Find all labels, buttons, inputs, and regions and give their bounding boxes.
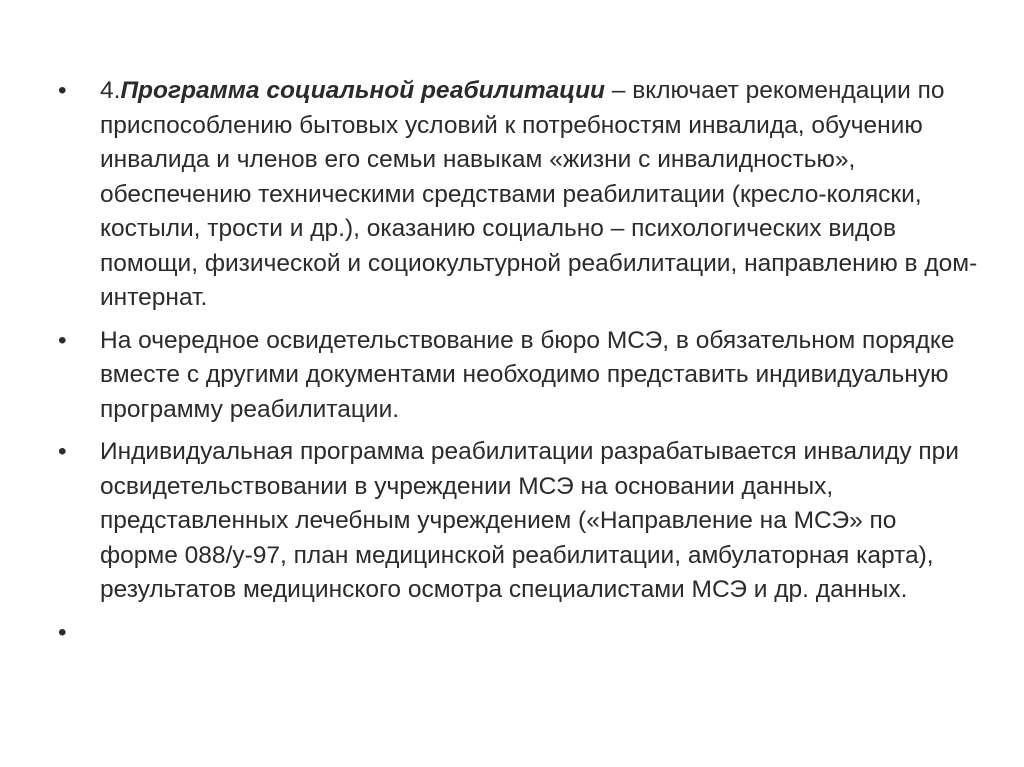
bullet-item-empty [58,616,978,651]
bullet-item-social-rehab-program [58,74,978,316]
bullet-dot: • [58,618,67,646]
bullet-text: На очередное освидетельствование в бюро МСЭ, в обязательном порядке вместе с другими документами необходимо представить индивидуальную программу реабилитации. [100,326,955,423]
bullet-item-reexamination [58,324,978,428]
bullet-list [58,74,978,658]
bullet-text [100,74,978,316]
bullet-text: Индивидуальная программа реабилитации разрабатывается инвалиду при освидетельствовании в учреждении МСЭ на основании данных, представленных лечебным учреждением («Направление на МСЭ» по форме 088/у-97, план медицинской реабилитации, амбулаторная карта), результатов медицинского осмотра специалистами МСЭ и др. данных. [100,438,959,603]
emphasized-term: Программа социальной реабилитации [120,77,605,104]
bullet-dot: • [58,77,67,104]
bullet-prefix: 4. [100,77,121,104]
bullet-item-individual-program [58,435,978,608]
bullet-dot: • [58,326,67,354]
bullet-dot: • [58,438,67,465]
bullet-body: – включает рекомендации по приспособлению бытовых условий к потребностям инвалида, обучению инвалида и членов его семьи навыкам «жизни с инвалидностью», обеспечению техническими средствами реабилитации (кресло-коляски, костыли, трости и др.), оказанию социально – психологических видов помощи, физической и социокультурной реабилитации, направлению в дом-интернат. [100,77,978,311]
